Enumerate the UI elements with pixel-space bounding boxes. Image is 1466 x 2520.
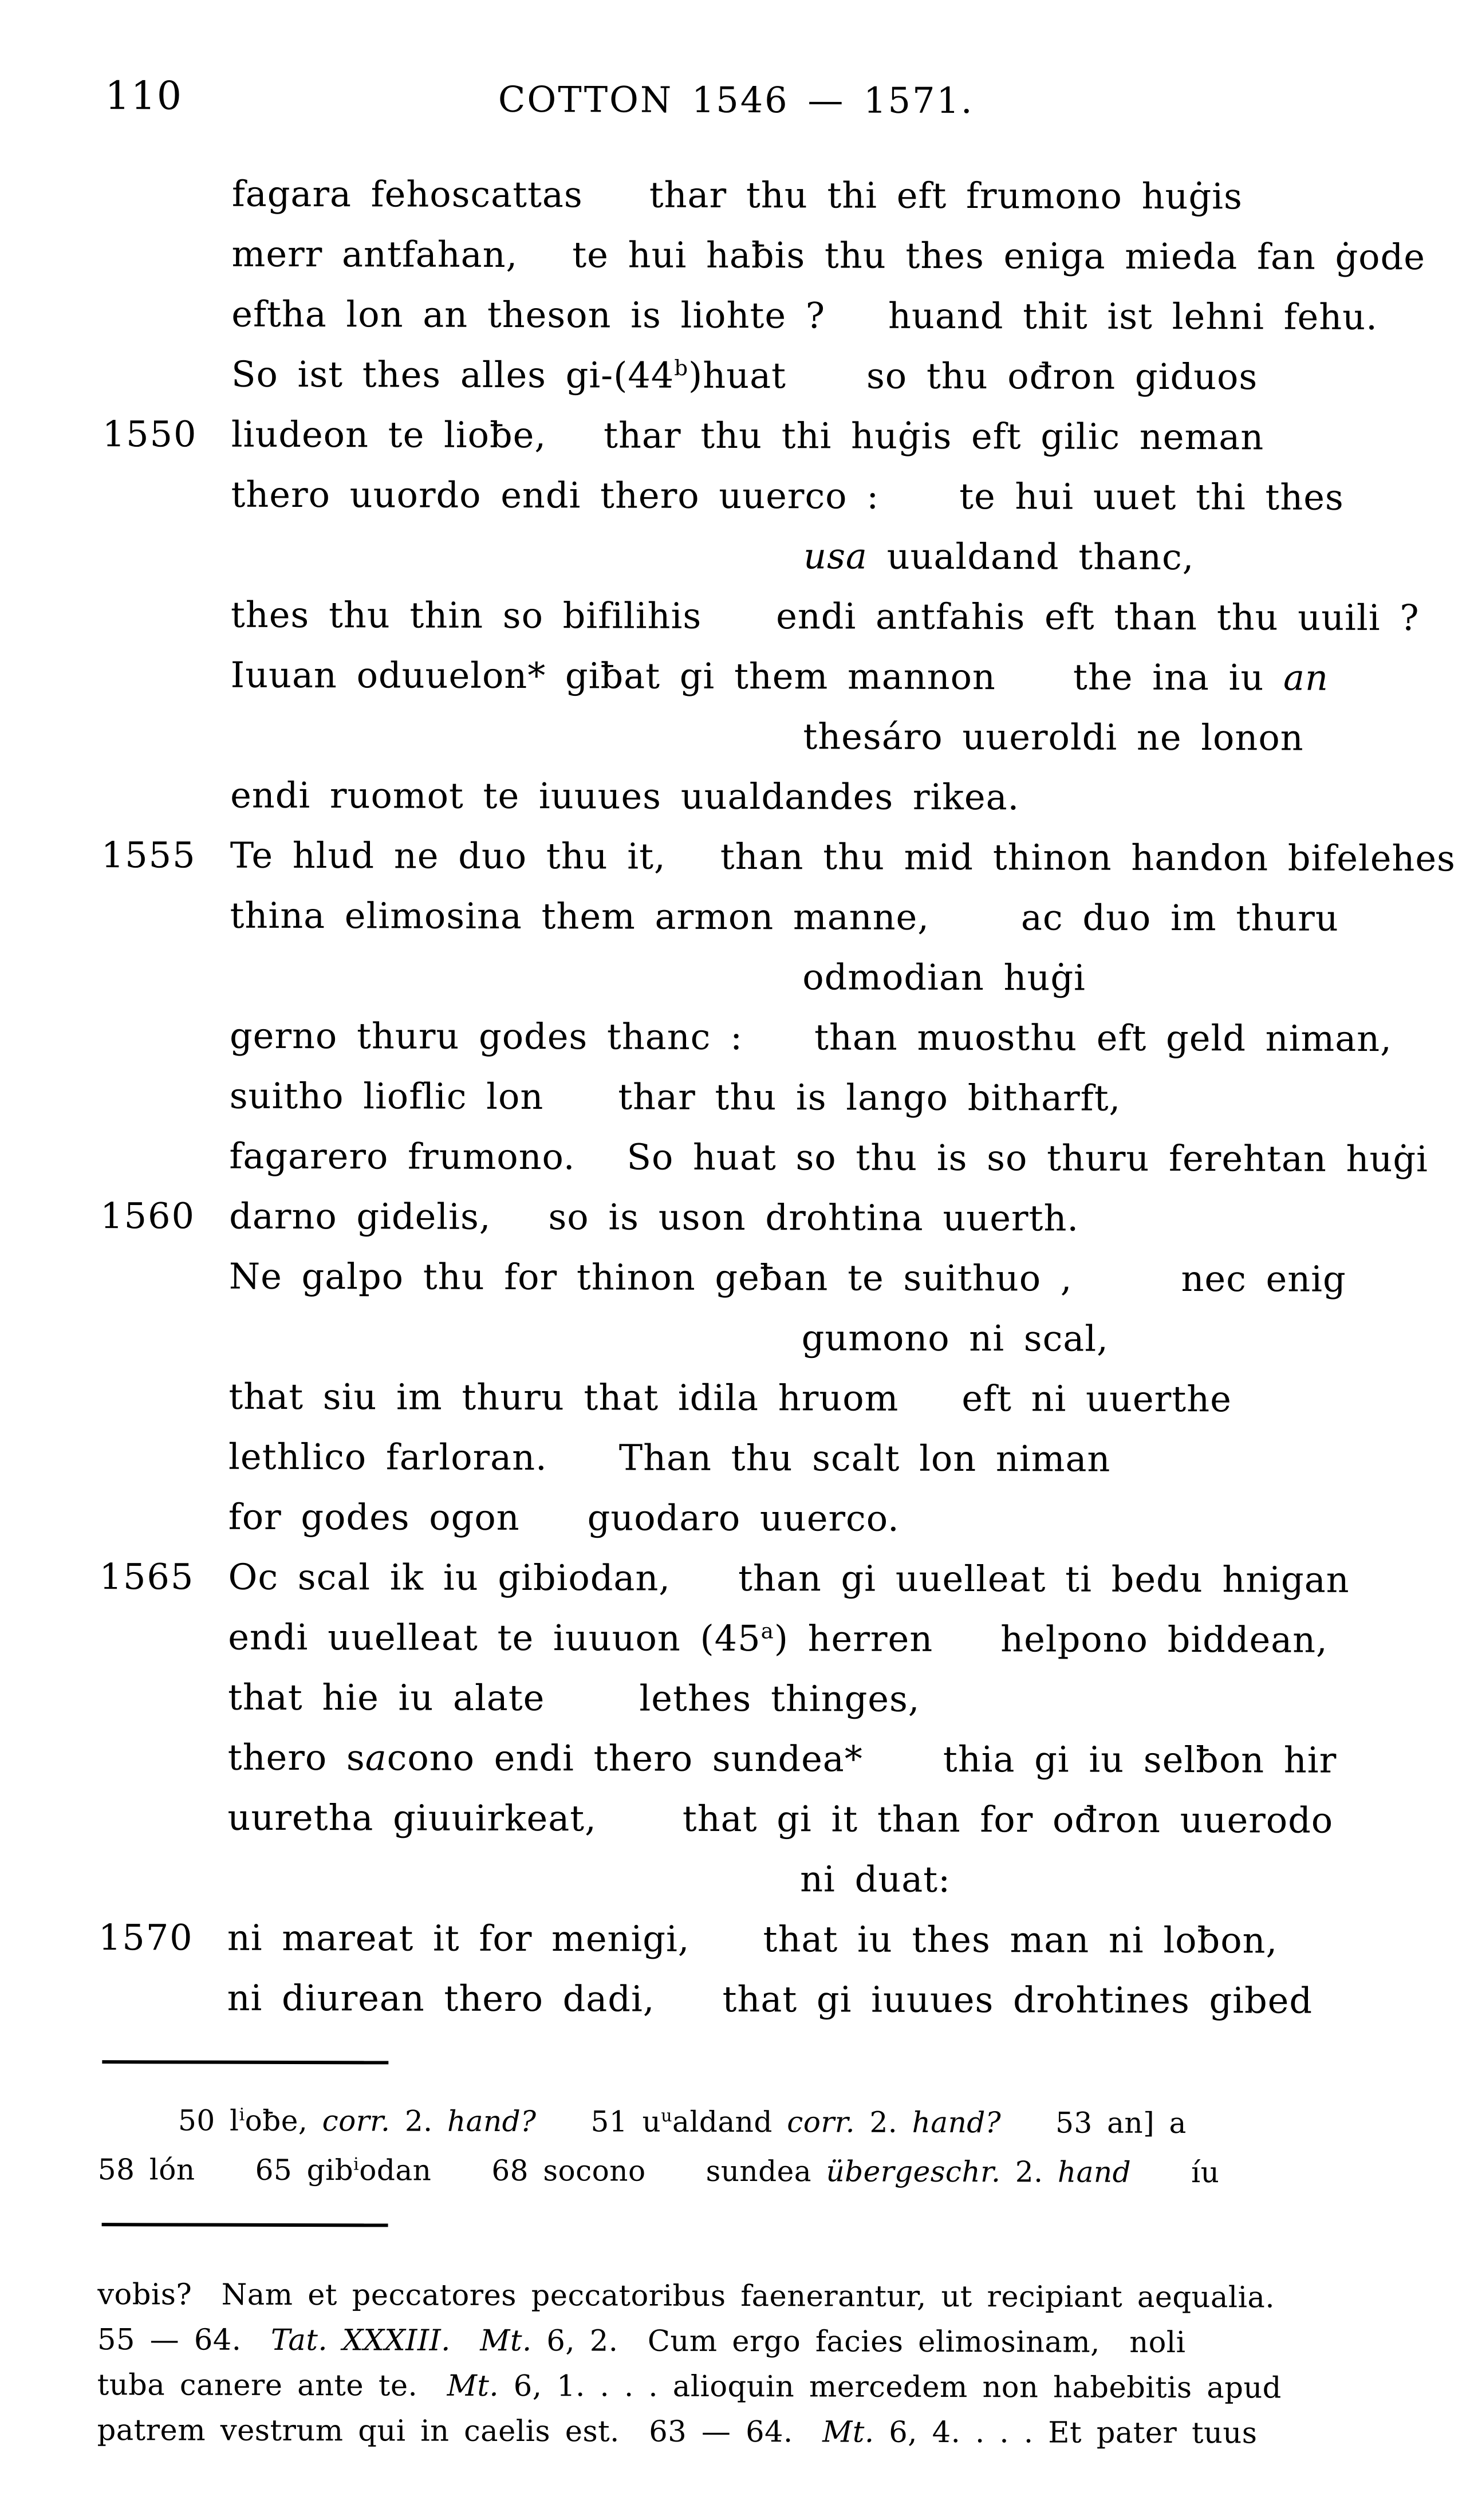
text-segment: oƀe, bbox=[245, 2104, 322, 2138]
verse-line bbox=[102, 644, 1402, 708]
caesura-gap bbox=[898, 1410, 961, 1411]
verse-line bbox=[102, 584, 1420, 648]
text-segment: odan bbox=[359, 2153, 432, 2187]
text-segment: i bbox=[239, 2105, 245, 2125]
verse-line bbox=[102, 524, 1402, 588]
text-segment: 2. bbox=[1000, 2155, 1058, 2189]
text-segment: that iu thes man ni loƀon, bbox=[763, 1918, 1278, 1962]
text-segment: 6, 4. . . . Et pater tuus bbox=[874, 2415, 1258, 2451]
caesura-gap bbox=[786, 387, 866, 388]
caesura-gap bbox=[520, 1529, 588, 1530]
text-segment: gerno thuru godes thanc : bbox=[229, 1014, 743, 1058]
apparatus-separator-rule bbox=[102, 2060, 388, 2064]
caesura-gap bbox=[1072, 1290, 1181, 1291]
text-segment: uuretha giuuirkeat, bbox=[227, 1796, 597, 1840]
verse-line bbox=[103, 284, 1402, 347]
text-segment: corr. bbox=[322, 2104, 391, 2138]
verse-line bbox=[101, 885, 1401, 948]
verse-line bbox=[103, 344, 1402, 407]
verse-line-number: 1560 bbox=[100, 1195, 196, 1237]
text-segment: the ina iu bbox=[1073, 656, 1284, 699]
text-segment: hand bbox=[1057, 2155, 1132, 2189]
text-segment: 51 u bbox=[590, 2105, 661, 2139]
verse-line bbox=[98, 1847, 1398, 1911]
verse-line bbox=[100, 1186, 1400, 1249]
text-segment: guodaro uuerco. bbox=[587, 1497, 900, 1539]
verse-line bbox=[100, 1125, 1428, 1189]
text-segment: endi antfahis eft than thu uuili ? bbox=[776, 595, 1420, 639]
text-segment: )huat bbox=[688, 354, 787, 397]
text-segment: endi uuelleat te iuuuon (45 bbox=[228, 1616, 761, 1660]
verse-line bbox=[98, 1907, 1398, 1971]
text-segment: sundea bbox=[706, 2154, 826, 2188]
text-segment: thar thu is lango bitharft, bbox=[618, 1076, 1121, 1119]
text-segment: an bbox=[1283, 656, 1329, 699]
text-segment: that gi iuuues drohtines gibed bbox=[722, 1978, 1313, 2022]
text-segment: gumono ni scal, bbox=[801, 1317, 1109, 1360]
text-segment: 58 lón bbox=[97, 2153, 195, 2187]
caesura-gap bbox=[646, 2180, 706, 2181]
text-segment: ni mareat it for menigi, bbox=[227, 1916, 690, 1960]
verse-line-number: 1565 bbox=[99, 1556, 195, 1598]
text-segment: Ne galpo thu for thinon geƀan te suithuo , bbox=[228, 1255, 1073, 1300]
caesura-gap bbox=[879, 508, 959, 509]
text-segment: aldand bbox=[672, 2105, 787, 2139]
text-segment: usa bbox=[803, 535, 868, 577]
text-segment: ) herren bbox=[774, 1617, 933, 1660]
text-segment: Mt. bbox=[480, 2324, 532, 2358]
text-segment: fagara fehoscattas bbox=[231, 172, 583, 216]
note-line bbox=[97, 2272, 1397, 2321]
text-segment: ac duo im thuru bbox=[1020, 896, 1339, 939]
text-segment: Te hlud ne duo thu it, bbox=[230, 834, 666, 877]
caesura-gap bbox=[195, 2179, 255, 2180]
text-segment: 68 socono bbox=[491, 2153, 646, 2188]
text-segment: ni diurean thero dadi, bbox=[227, 1976, 655, 2020]
text-segment: huand thit ist lehni fehu. bbox=[888, 294, 1378, 338]
verse-line bbox=[101, 765, 1401, 828]
text-segment: helpono biddean, bbox=[1000, 1618, 1328, 1661]
text-segment: eft ni uuerthe bbox=[961, 1377, 1232, 1420]
caesura-gap bbox=[491, 1228, 548, 1229]
verse-line-number: 1555 bbox=[101, 834, 196, 876]
verse-line bbox=[99, 1546, 1399, 1610]
running-header: COTTON 1546 — 1571. bbox=[498, 78, 974, 122]
verse-line bbox=[103, 223, 1426, 287]
text-segment: So ist thes alles gi-(44 bbox=[231, 353, 675, 396]
verse-line bbox=[103, 163, 1403, 227]
source-parallel-notes bbox=[97, 2272, 1398, 2456]
text-segment: Mt. bbox=[822, 2415, 874, 2450]
apparatus-line bbox=[98, 2096, 1398, 2148]
text-segment: lethes thinges, bbox=[639, 1677, 920, 1720]
text-segment: lethlico farloran. bbox=[228, 1435, 547, 1479]
verse-line bbox=[99, 1606, 1399, 1670]
text-segment: suitho lioflic lon bbox=[229, 1074, 544, 1118]
text-segment: for godes ogon bbox=[228, 1495, 520, 1539]
text-segment: hand? bbox=[912, 2105, 1002, 2140]
caesura-gap bbox=[996, 688, 1073, 689]
verse-line bbox=[100, 1366, 1400, 1430]
text-segment: that gi it than for ođron uuerodo bbox=[682, 1797, 1334, 1841]
text-segment: vobis? Nam et peccatores peccatoribus faenerantur, ut recipiant aequalia. bbox=[97, 2278, 1275, 2315]
verse-line bbox=[98, 1787, 1398, 1850]
text-segment: 6, 1. . . . alioquin mercedem non habebitis apud bbox=[499, 2369, 1282, 2405]
text-segment: than thu mid thinon handon bifelehes bbox=[720, 835, 1456, 880]
critical-apparatus bbox=[98, 2096, 1398, 2198]
verse-line bbox=[99, 1727, 1399, 1790]
text-segment: that siu im thuru that idila hruom bbox=[228, 1375, 899, 1419]
verse-line bbox=[103, 404, 1402, 467]
caesura-gap bbox=[547, 1469, 619, 1470]
verse-line bbox=[100, 1246, 1400, 1309]
text-segment: 6, 2. Cum ergo facies elimosinam, noli bbox=[531, 2324, 1186, 2360]
text-segment: ni duat: bbox=[800, 1858, 951, 1900]
caesura-gap bbox=[575, 1168, 626, 1169]
verse-line bbox=[101, 1005, 1401, 1069]
verse-line-number: 1550 bbox=[102, 413, 198, 455]
apparatus-line bbox=[98, 2145, 1398, 2198]
text-segment: übergeschr. bbox=[826, 2155, 1001, 2189]
verse-line bbox=[101, 825, 1456, 888]
text-segment: cono endi thero sundea* bbox=[387, 1737, 863, 1780]
text-segment: tuba canere ante te. bbox=[97, 2368, 447, 2403]
text-segment: merr antfahan, bbox=[231, 233, 518, 276]
text-segment: odmodian huġi bbox=[802, 956, 1086, 999]
text-segment: 53 an] a bbox=[1055, 2106, 1187, 2140]
verse-text-block bbox=[98, 163, 1456, 2031]
text-segment: u bbox=[661, 2106, 673, 2127]
text-segment: a bbox=[365, 1737, 387, 1779]
text-segment: Tat. XXXIII. bbox=[270, 2323, 451, 2358]
verse-line bbox=[101, 704, 1401, 768]
text-segment: i bbox=[353, 2154, 360, 2175]
text-segment: thina elimosina them armon manne, bbox=[230, 894, 930, 938]
caesura-gap bbox=[518, 266, 572, 267]
text-segment: 2. bbox=[855, 2105, 912, 2139]
caesura-gap bbox=[583, 206, 649, 207]
text-segment: thesáro uueroldi ne lonon bbox=[803, 715, 1304, 759]
text-segment: a bbox=[760, 1618, 774, 1644]
text-segment: thar thu thi eft frumono huġis bbox=[649, 174, 1243, 218]
text-segment: te hui uuet thi thes bbox=[959, 475, 1344, 518]
text-segment: so is uson drohtina uuerth. bbox=[548, 1196, 1079, 1239]
text-segment: than gi uuelleat ti bedu hnigan bbox=[738, 1557, 1350, 1601]
text-segment: endi ruomot te iuuues uualdandes rikea. bbox=[230, 774, 1020, 818]
text-segment: te hui haƀis thu thes eniga mieda fan ġode bbox=[572, 234, 1426, 278]
text-segment: liudeon te lioƀe, bbox=[231, 413, 547, 456]
text-segment bbox=[451, 2324, 480, 2358]
note-line bbox=[97, 2362, 1397, 2411]
verse-line bbox=[101, 1065, 1401, 1129]
text-segment: thero s bbox=[227, 1736, 365, 1779]
text-segment: thar thu thi huġis eft gilic neman bbox=[604, 414, 1264, 458]
text-segment: 50 l bbox=[178, 2104, 239, 2137]
verse-line bbox=[98, 1967, 1398, 2031]
text-segment: so thu ođron giduos bbox=[866, 355, 1258, 398]
text-segment: Oc scal ik iu gibiodan, bbox=[228, 1556, 671, 1599]
text-segment: Iuuan oduuelon* giƀat gi them mannon bbox=[230, 653, 996, 698]
text-segment: thia gi iu selƀon hir bbox=[943, 1738, 1337, 1781]
text-segment: corr. bbox=[787, 2105, 856, 2139]
text-segment: So huat so thu is so thuru ferehtan huġi bbox=[626, 1136, 1428, 1180]
text-segment: thes thu thin so bifilihis bbox=[230, 593, 702, 637]
verse-line bbox=[100, 1306, 1400, 1369]
text-segment: patrem vestrum qui in caelis est. 63 — 64. bbox=[97, 2413, 823, 2450]
text-segment: hand? bbox=[447, 2104, 537, 2139]
caesura-gap bbox=[543, 1108, 618, 1109]
caesura-gap bbox=[929, 929, 1021, 930]
text-segment: that hie iu alate bbox=[227, 1676, 545, 1719]
note-line bbox=[97, 2408, 1397, 2456]
text-segment: b bbox=[674, 355, 689, 381]
page-number: 110 bbox=[105, 73, 183, 119]
verse-line bbox=[102, 464, 1402, 527]
text-segment: Mt. bbox=[447, 2369, 499, 2403]
caesura-gap bbox=[825, 327, 888, 328]
verse-line bbox=[100, 1426, 1400, 1490]
verse-line bbox=[101, 945, 1401, 1009]
text-segment: uualdand thanc, bbox=[867, 535, 1195, 578]
text-segment: 2. bbox=[390, 2104, 448, 2138]
text-segment: Than thu scalt lon niman bbox=[618, 1436, 1111, 1480]
text-segment: than muosthu eft geld niman, bbox=[814, 1016, 1392, 1060]
text-segment: darno gidelis, bbox=[229, 1195, 491, 1238]
caesura-gap bbox=[666, 868, 720, 869]
text-segment: íu bbox=[1191, 2156, 1220, 2190]
verse-line bbox=[100, 1486, 1400, 1550]
text-segment: eftha lon an theson is liohte ? bbox=[231, 293, 826, 337]
note-line bbox=[97, 2317, 1397, 2366]
footnotes-separator-rule bbox=[102, 2223, 388, 2227]
verse-line bbox=[99, 1667, 1399, 1730]
text-segment: 65 gib bbox=[255, 2153, 354, 2187]
verse-line-number: 1570 bbox=[98, 1916, 194, 1959]
text-segment: fagarero frumono. bbox=[229, 1135, 576, 1178]
text-segment: thero uuordo endi thero uuerco : bbox=[231, 473, 880, 517]
text-segment: nec enig bbox=[1181, 1258, 1346, 1300]
text-segment: 55 — 64. bbox=[97, 2323, 271, 2357]
